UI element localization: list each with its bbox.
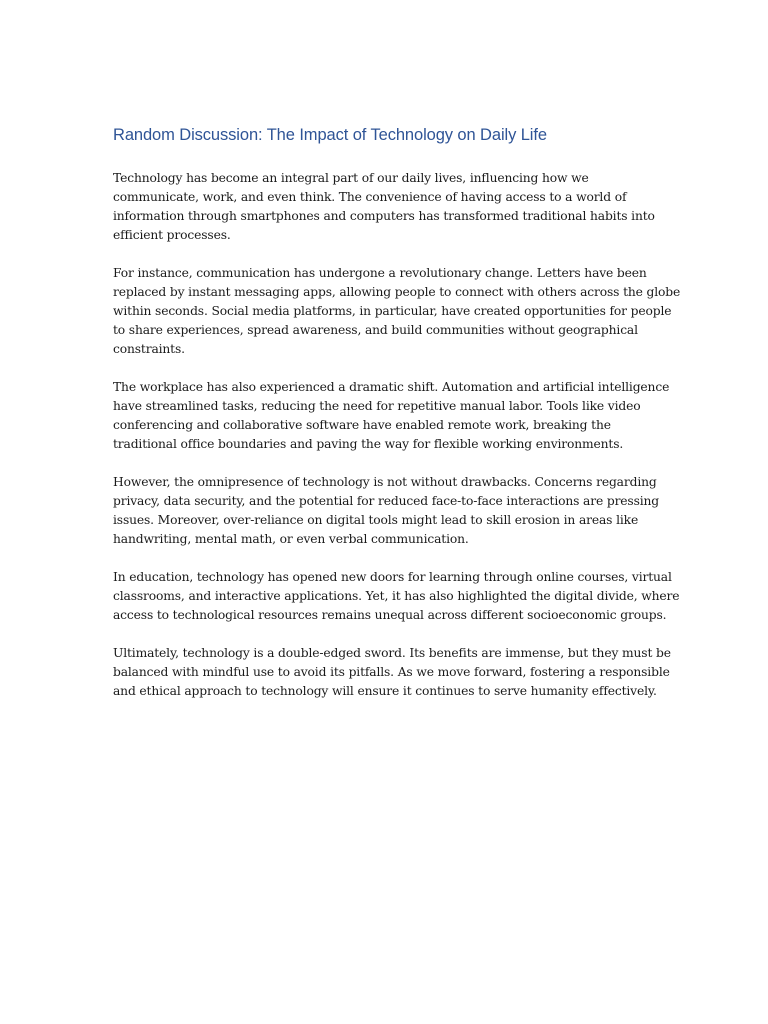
text-line: constraints.	[113, 342, 185, 356]
document-body	[113, 122, 681, 720]
text-line: to share experiences, spread awareness, and build communities without geographical	[113, 323, 638, 337]
text-line: handwriting, mental math, or even verbal communication.	[113, 532, 469, 546]
text-line: information through smartphones and computers has transformed traditional habits into	[113, 209, 655, 223]
text-line: within seconds. Social media platforms, in particular, have created opportunities for people	[113, 304, 672, 318]
text-line: efficient processes.	[113, 228, 231, 242]
text-line: In education, technology has opened new doors for learning through online courses, virtual	[113, 570, 672, 584]
text-line: Ultimately, technology is a double-edged sword. Its benefits are immense, but they must be	[113, 646, 671, 660]
text-line: The workplace has also experienced a dramatic shift. Automation and artificial intelligence	[113, 380, 670, 394]
paragraph-education	[113, 568, 680, 625]
paragraph-drawbacks	[113, 473, 661, 549]
text-line: have streamlined tasks, reducing the need for repetitive manual labor. Tools like video	[113, 399, 641, 413]
text-line: However, the omnipresence of technology is not without drawbacks. Concerns regarding	[113, 475, 657, 489]
text-line: issues. Moreover, over-reliance on digital tools might lead to skill erosion in areas like	[113, 513, 639, 527]
text-line: and ethical approach to technology will ensure it continues to serve humanity effectively.	[113, 684, 657, 698]
text-line: For instance, communication has undergone a revolutionary change. Letters have been	[113, 266, 647, 280]
text-line: Technology has become an integral part of our daily lives, influencing how we	[113, 171, 589, 185]
text-line: replaced by instant messaging apps, allowing people to connect with others across the globe	[113, 285, 681, 299]
text-line: privacy, data security, and the potential for reduced face-to-face interactions are pressing	[113, 494, 660, 508]
document-title: Random Discussion: The Impact of Technology on Daily Life	[113, 126, 547, 144]
text-line: conferencing and collaborative software have enabled remote work, breaking the	[113, 418, 611, 432]
text-line: access to technological resources remains unequal across different socioeconomic groups.	[113, 608, 667, 622]
paragraph-workplace	[113, 378, 670, 454]
paragraph-conclusion	[113, 644, 671, 701]
text-line: communicate, work, and even think. The convenience of having access to a world of	[113, 190, 627, 204]
paragraph-communication	[113, 264, 681, 359]
text-line: balanced with mindful use to avoid its pitfalls. As we move forward, fostering a responsible	[113, 665, 670, 679]
paragraph-intro	[113, 169, 661, 245]
text-line: traditional office boundaries and paving the way for flexible working environments.	[113, 437, 624, 451]
text-line: classrooms, and interactive applications. Yet, it has also highlighted the digital divide, where	[113, 589, 680, 603]
